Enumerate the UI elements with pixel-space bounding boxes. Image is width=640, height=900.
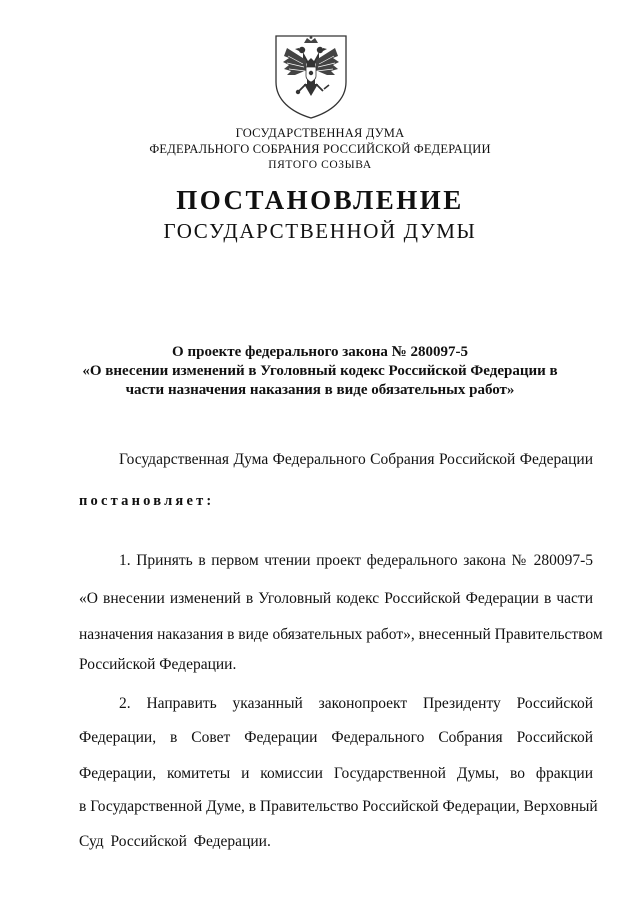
document-type-title: ПОСТАНОВЛЕНИЕ xyxy=(176,185,464,215)
intro-paragraph: Государственная Дума Федерального Собрания Российской Федерации xyxy=(119,451,593,468)
item-1-line-4: Российской Федерации. xyxy=(79,656,237,673)
item-1-line-1: 1. Принять в первом чтении проект федерального закона № 280097-5 xyxy=(119,552,593,569)
item-1-line-3: назначения наказания в виде обязательных работ», внесенный Правительством xyxy=(79,626,603,643)
subject-line-3: части назначения наказания в виде обязательных работ» xyxy=(125,382,515,398)
item-2-line-2: Федерации, в Совет Федерации Федерального Собрания Российской xyxy=(79,729,593,746)
document-issuer-subtitle: ГОСУДАРСТВЕННОЙ ДУМЫ xyxy=(163,219,477,243)
decree-word: постановляет: xyxy=(79,493,215,509)
convocation-line: ПЯТОГО СОЗЫВА xyxy=(268,159,372,171)
org-name-line-1: ГОСУДАРСТВЕННАЯ ДУМА xyxy=(235,126,405,140)
org-name-line-2: ФЕДЕРАЛЬНОГО СОБРАНИЯ РОССИЙСКОЙ ФЕДЕРАЦИИ xyxy=(149,142,491,156)
item-2-line-5: Суд Российской Федерации. xyxy=(79,833,271,850)
item-1-line-2: «О внесении изменений в Уголовный кодекс Российской Федерации в части xyxy=(79,590,593,607)
subject-line-1: О проекте федерального закона № 280097-5 xyxy=(172,344,468,360)
item-2-line-3: Федерации, комитеты и комиссии Государственной Думы, во фракции xyxy=(79,765,593,782)
item-2-line-1: 2. Направить указанный законопроект Президенту Российской xyxy=(119,695,593,712)
subject-line-2: «О внесении изменений в Уголовный кодекс Российской Федерации в xyxy=(82,363,558,379)
item-2-line-4: в Государственной Думе, в Правительство Российской Федерации, Верховный xyxy=(79,798,598,815)
coat-of-arms-icon xyxy=(273,34,349,120)
